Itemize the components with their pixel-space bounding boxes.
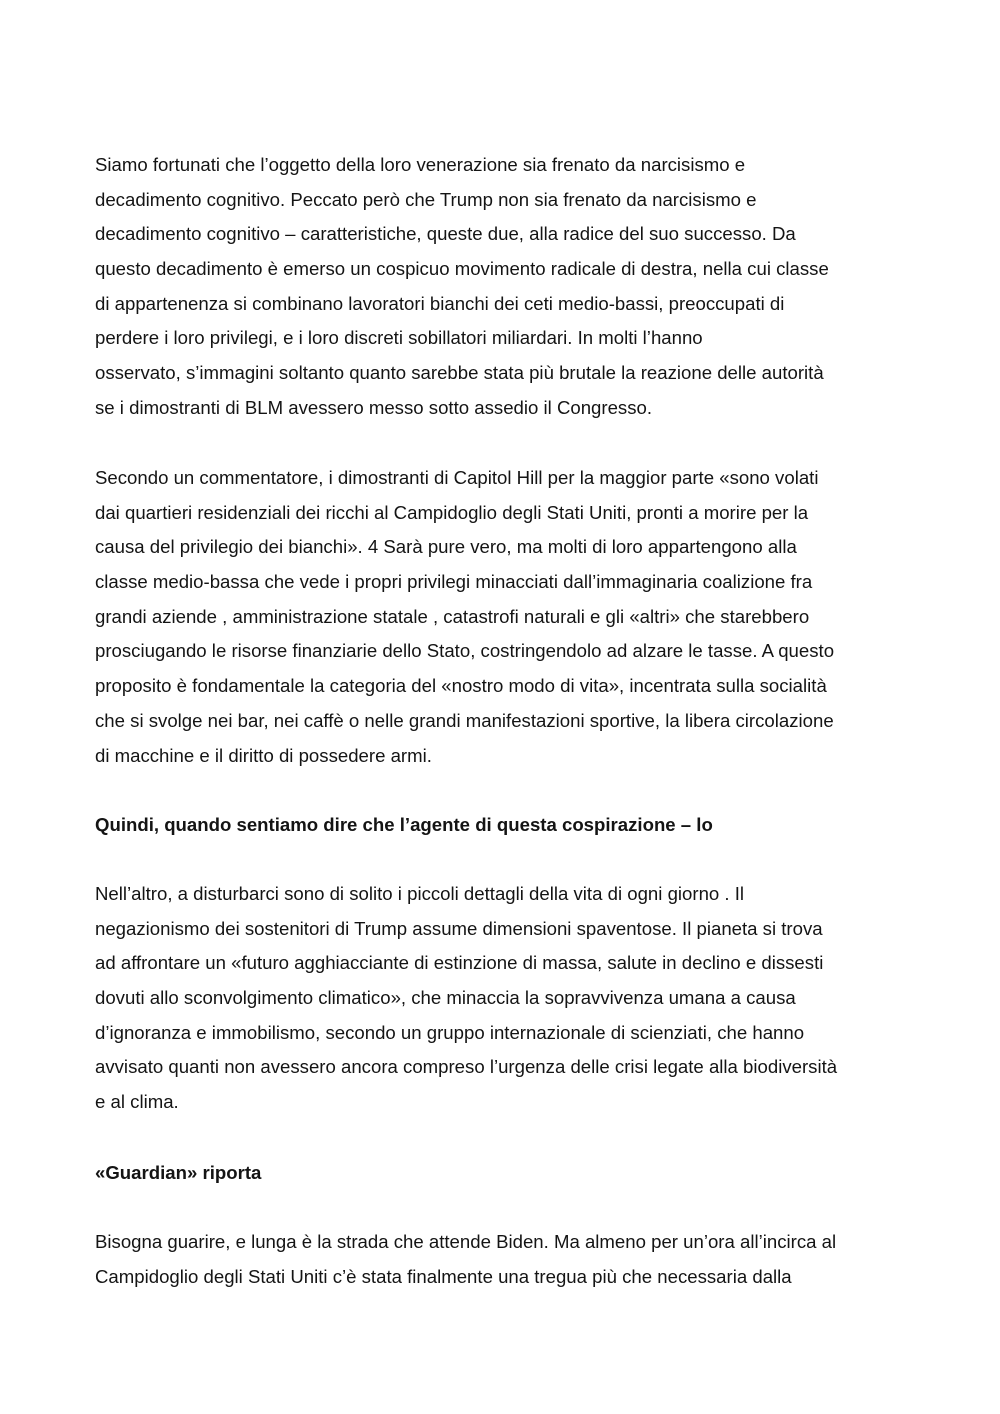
text-line: di macchine e il diritto di possedere armi. [95,744,432,766]
text-line: classe medio-bassa che vede i propri privilegi minacciati dall’immaginaria coalizione fra [95,571,813,593]
text-line: Secondo un commentatore, i dimostranti di Capitol Hill per la maggior parte «sono volati [95,467,819,488]
paragraph-2 [95,461,915,773]
text-line: proposito è fondamentale la categoria del «nostro modo di vita», incentrata sulla socialità [95,675,827,697]
section-heading-1 [95,808,915,843]
text-line: che si svolge nei bar, nei caffè o nelle grandi manifestazioni sportive, la libera circolazione [95,709,834,731]
text-line: Nell’altro, a disturbarci sono di solito i piccoli dettagli della vita di ogni giorno . Il [95,883,745,904]
paragraph-4 [95,1225,915,1294]
text-line: d’ignoranza e immobilismo, secondo un gruppo internazionale di scienziati, che hanno [95,1021,805,1043]
text-line: dovuti allo sconvolgimento climatico», che minaccia la sopravvivenza umana a causa [95,987,796,1009]
text-line: Siamo fortunati che l’oggetto della loro venerazione sia frenato da narcisismo e [95,154,746,175]
text-line: di appartenenza si combinano lavoratori bianchi dei ceti medio-bassi, preoccupati di [95,292,785,314]
text-line: e al clima. [95,1091,179,1113]
text-line: decadimento cognitivo – caratteristiche, queste due, alla radice del suo successo. Da [95,223,796,245]
text-line: decadimento cognitivo. Peccato però che Trump non sia frenato da narcisismo e [95,188,757,210]
text-line: Campidoglio degli Stati Uniti c’è stata finalmente una tregua più che necessaria dalla [95,1265,792,1287]
text-line: perdere i loro privilegi, e i loro discreti sobillatori miliardari. In molti l’hanno [95,327,703,349]
paragraph-1 [95,148,915,426]
text-line: osservato, s’immagini soltanto quanto sarebbe stata più brutale la reazione delle autorità [95,362,824,384]
text-line: grandi aziende , amministrazione statale , catastrofi naturali e gli «altri» che starebbero [95,605,810,627]
text-line: dai quartieri residenziali dei ricchi al Campidoglio degli Stati Uniti, pronti a morire per la [95,501,809,523]
paragraph-3 [95,877,915,1120]
text-line: ad affrontare un «futuro agghiacciante di estinzione di massa, salute in declino e dissesti [95,952,824,974]
text-line: causa del privilegio dei bianchi». 4 Sarà pure vero, ma molti di loro appartengono alla [95,536,797,558]
text-line: questo decadimento è emerso un cospicuo movimento radicale di destra, nella cui classe [95,258,829,280]
heading-text: «Guardian» riporta [95,1162,262,1183]
text-line: avvisato quanti non avessero ancora compreso l’urgenza delle crisi legate alla biodiversità [95,1056,838,1078]
section-heading-2 [95,1156,915,1191]
text-line: se i dimostranti di BLM avessero messo sotto assedio il Congresso. [95,396,653,418]
heading-text: Quindi, quando sentiamo dire che l’agente di questa cospirazione – lo [95,814,713,835]
text-line: prosciugando le risorse finanziarie dello Stato, costringendolo ad alzare le tasse. A questo [95,640,835,662]
text-line: negazionismo dei sostenitori di Trump assume dimensioni spaventose. Il pianeta si trova [95,917,823,939]
text-line: Bisogna guarire, e lunga è la strada che attende Biden. Ma almeno per un’ora all’incirca al [95,1231,837,1252]
